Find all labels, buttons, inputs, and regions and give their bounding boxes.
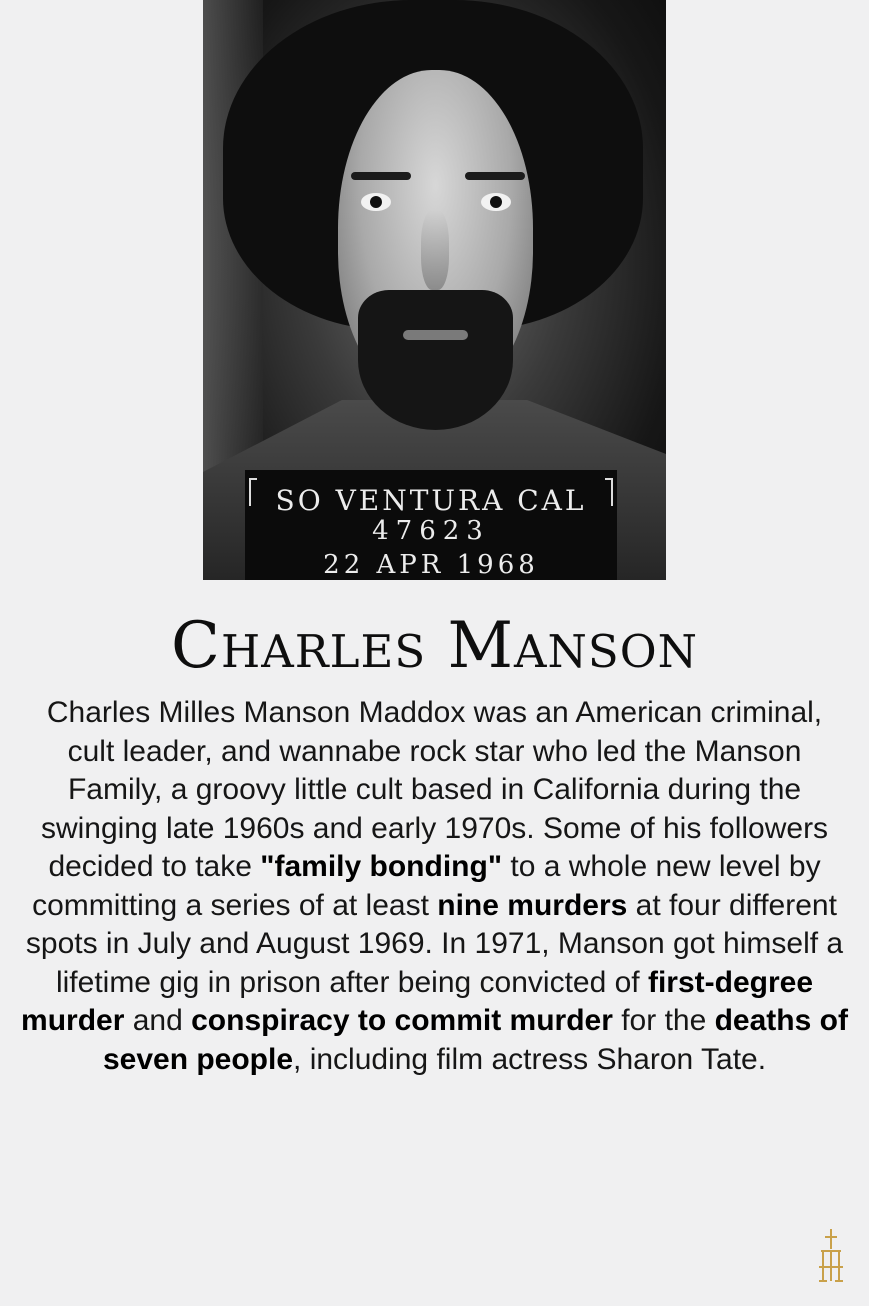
left-brow xyxy=(351,172,411,180)
right-eye xyxy=(481,193,511,211)
right-brow xyxy=(465,172,525,180)
placard-date: 22 APR 1968 xyxy=(323,550,539,580)
bio-text: , including film actress Sharon Tate. xyxy=(293,1042,767,1076)
placard-location: SO VENTURA CAL xyxy=(275,484,587,517)
bio-emphasis: conspiracy to commit murder xyxy=(191,1004,613,1037)
bio-text: for the xyxy=(612,1004,715,1037)
biography-text xyxy=(20,694,849,1079)
bio-emphasis: deaths of seven people xyxy=(102,1004,848,1076)
mugshot-photo xyxy=(203,0,666,580)
bio-text: and xyxy=(124,1004,192,1037)
mouth xyxy=(403,330,468,340)
page-title: Charles Manson xyxy=(171,609,698,683)
bio-emphasis: nine murders xyxy=(437,888,628,922)
placard-number: 47623 xyxy=(372,516,490,546)
bio-text: Charles Milles Manson Maddox was an American criminal, cult leader, and wannabe rock star who led the Manson Family, a groovy little cult based in California during the swinging late 1960s and early 1970s. Some of his followers decided to take xyxy=(40,696,829,883)
beard xyxy=(358,290,513,430)
nose xyxy=(421,210,449,290)
bio-emphasis: "family bonding" xyxy=(260,850,503,883)
booking-placard xyxy=(245,470,617,580)
bio-emphasis: first-degree murder xyxy=(21,965,814,1037)
gold-monogram-icon xyxy=(815,1227,847,1283)
left-eye xyxy=(361,193,391,211)
bio-text: to a whole new level by committing a series of at least xyxy=(32,850,821,922)
bio-text: at four different spots in July and August 1969. In 1971, Manson got himself a lifetime gig in prison after being convicted of xyxy=(25,888,844,999)
